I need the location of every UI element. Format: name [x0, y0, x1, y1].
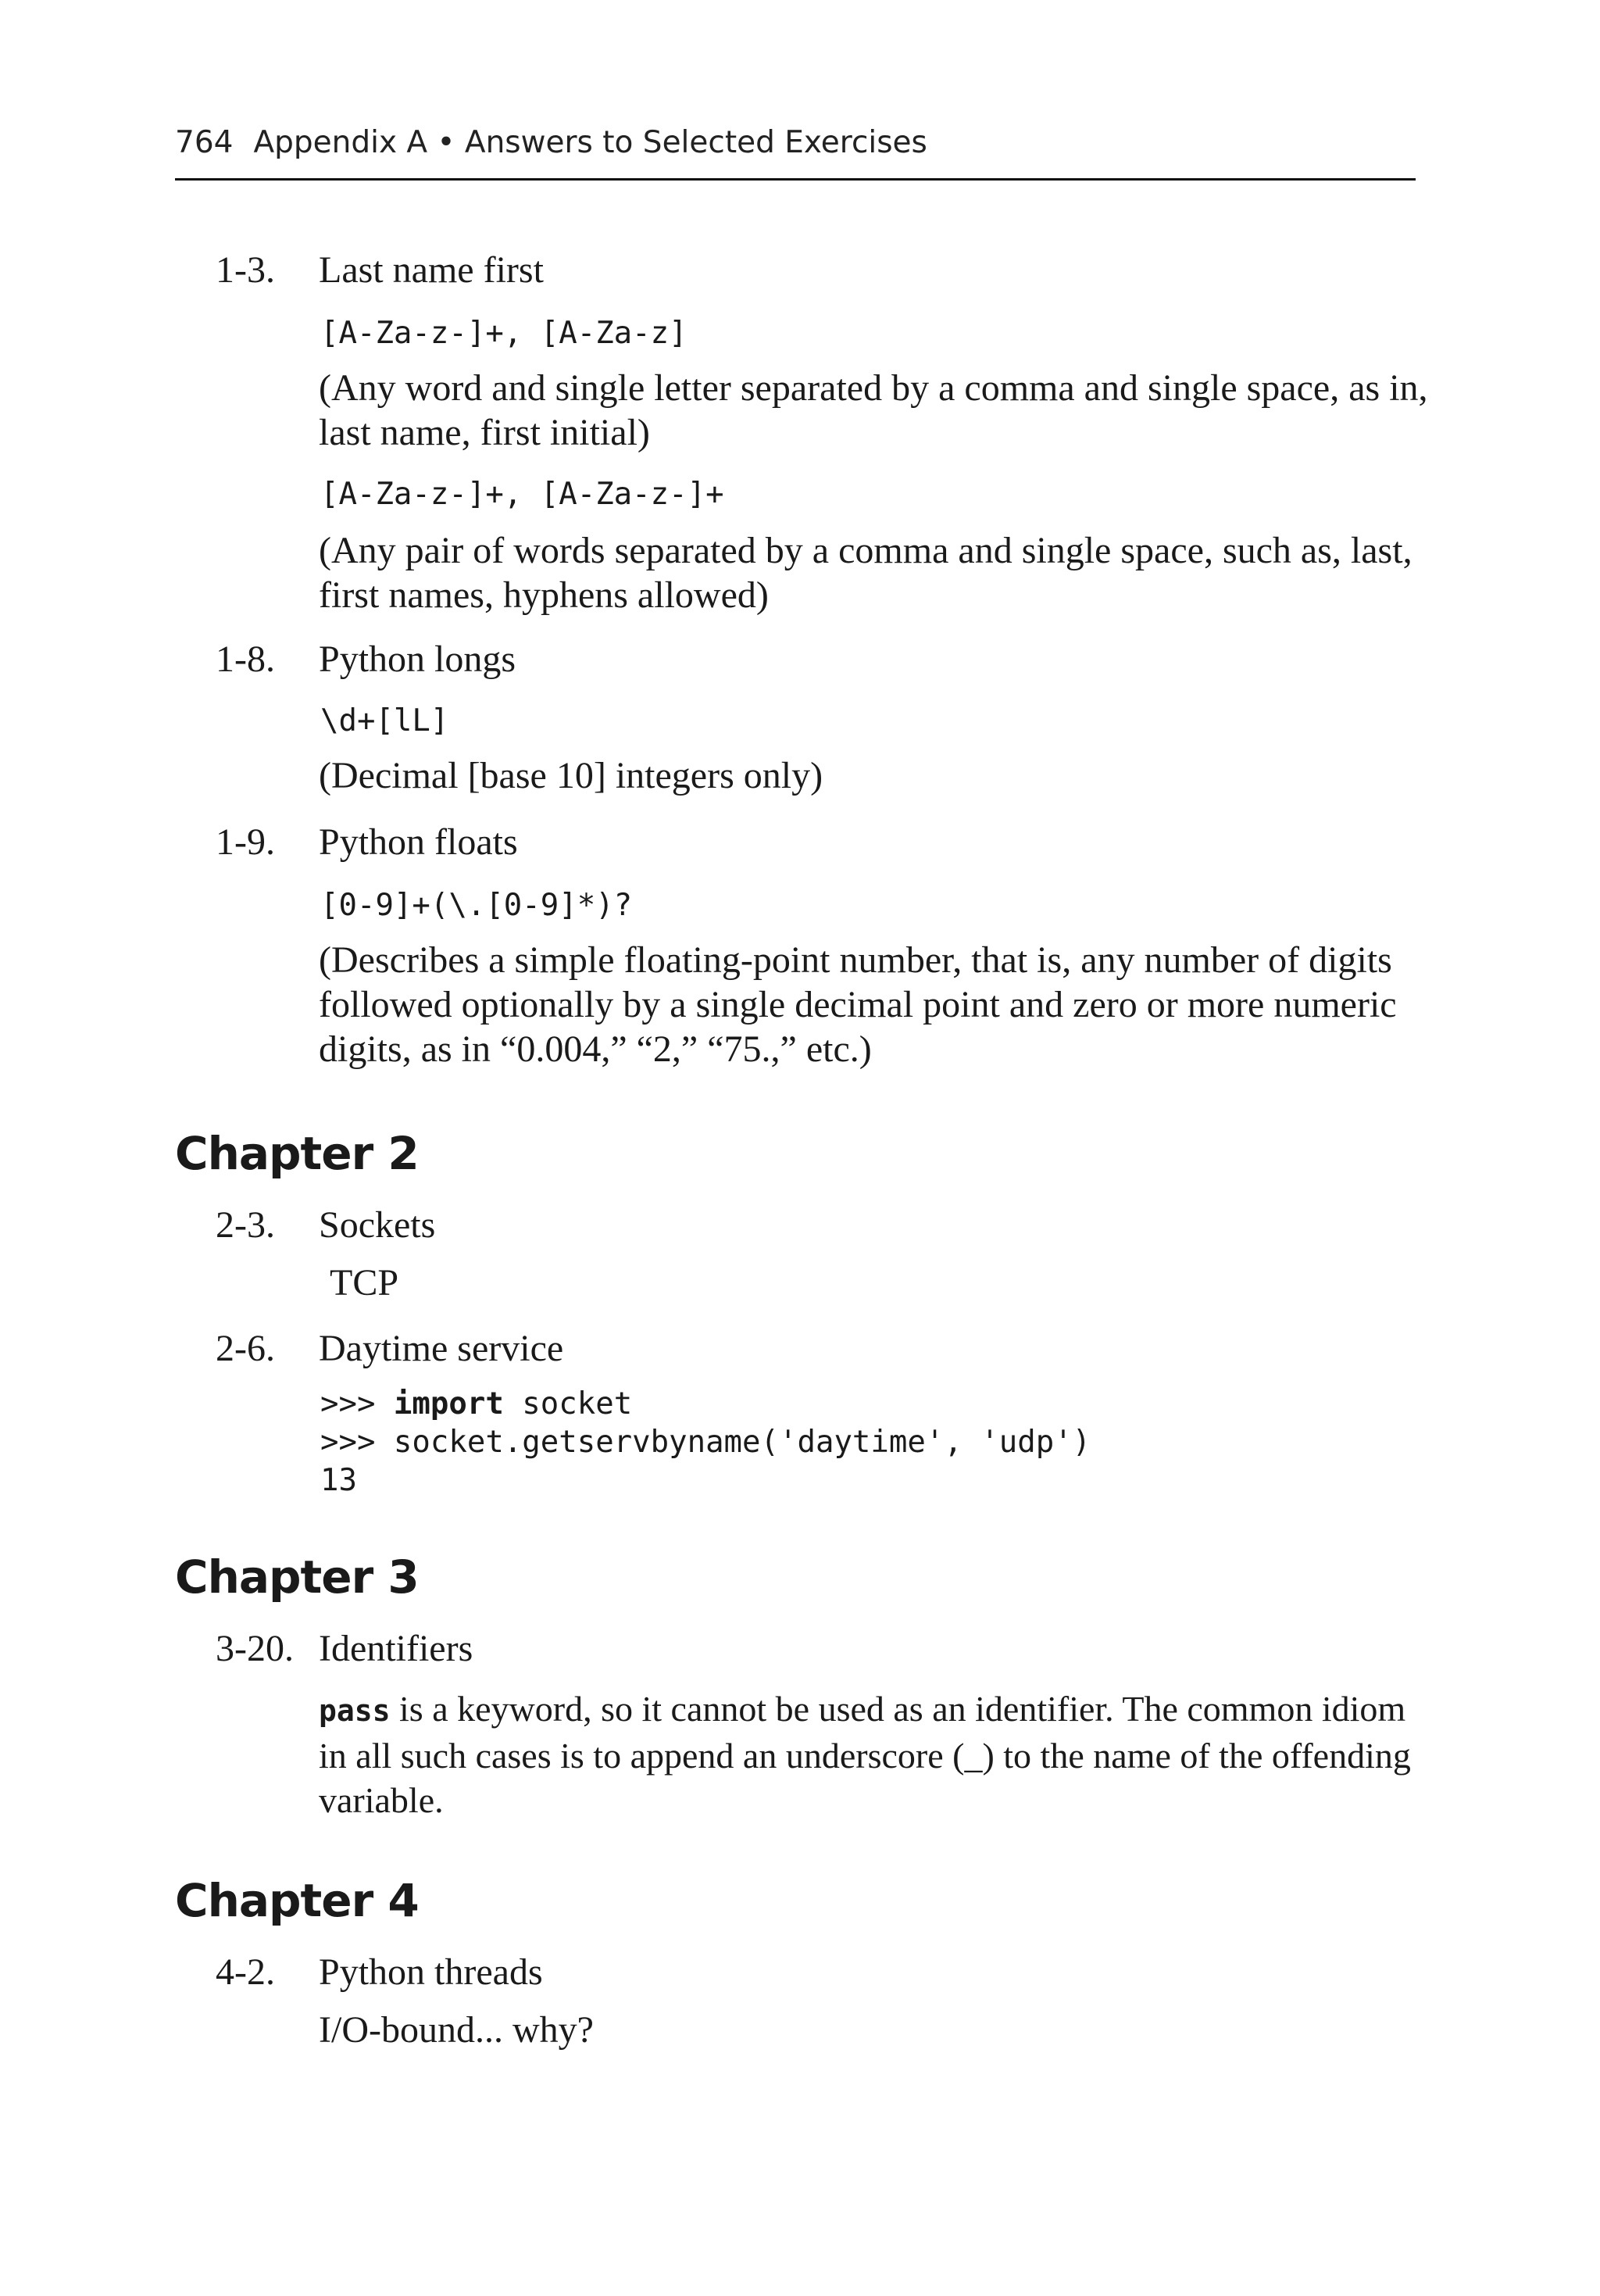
exercise-title: Identifiers: [319, 1628, 473, 1669]
chapter-heading: Chapter 3: [175, 1550, 419, 1604]
chapter-heading: Chapter 4: [175, 1874, 419, 1927]
exercise-number: 1-8.: [216, 638, 275, 680]
chapter-heading: Chapter 2: [175, 1127, 419, 1180]
exercise-number: 2-3.: [216, 1204, 275, 1246]
running-head: [175, 125, 927, 160]
exercise-title: Python longs: [319, 638, 516, 680]
answer-note: [319, 1686, 1428, 1822]
answer-text: I/O-bound... why?: [319, 2009, 594, 2051]
keyword-import: import: [393, 1386, 504, 1422]
answer-note: (Any pair of words separated by a comma and single space, such as, last, first names, hyphens allowed): [319, 530, 1412, 616]
code-text: socket: [503, 1386, 633, 1422]
exercise-number: 1-9.: [216, 821, 275, 863]
code-line: >>> socket.getservbyname('daytime', 'udp'): [320, 1425, 1091, 1460]
header-rule: [175, 178, 1416, 181]
page-number: 764: [175, 125, 234, 160]
answer-text: TCP: [330, 1262, 399, 1304]
exercise-title: Daytime service: [319, 1328, 564, 1369]
regex-code: \d+[lL]: [320, 703, 449, 739]
exercise-title: Sockets: [319, 1204, 436, 1246]
answer-note: (Any word and single letter separated by a comma and single space, as in, last name, first initial): [319, 367, 1428, 453]
answer-note: (Decimal [base 10] integers only): [319, 755, 823, 796]
exercise-number: 2-6.: [216, 1328, 275, 1369]
exercise-number: 4-2.: [216, 1951, 275, 1993]
regex-code: [A-Za-z-]+, [A-Za-z-]+: [320, 477, 724, 512]
exercise-title: Python threads: [319, 1951, 543, 1993]
code-output: 13: [320, 1463, 357, 1498]
regex-code: [A-Za-z-]+, [A-Za-z]: [320, 316, 688, 351]
interpreter-session: [320, 1385, 1091, 1500]
running-title: Appendix A • Answers to Selected Exercises: [253, 125, 927, 160]
exercise-number: 3-20.: [216, 1628, 294, 1669]
regex-code: [0-9]+(\.[0-9]*)?: [320, 888, 633, 923]
keyword-pass: pass: [319, 1693, 391, 1728]
exercise-number: 1-3.: [216, 249, 275, 291]
answer-note: (Describes a simple floating-point number, that is, any number of digits followed optionally by a single decimal point and zero or more numeric digits, as in “0.004,” “2,” “75.,” etc.): [319, 939, 1397, 1070]
prompt: >>>: [320, 1386, 394, 1422]
exercise-title: Python floats: [319, 821, 518, 863]
answer-text: is a keyword, so it cannot be used as an identifier. The common idiom in all such cases is to append an underscore (_) to the name of the offending variable.: [319, 1689, 1411, 1820]
exercise-title: Last name first: [319, 249, 544, 291]
